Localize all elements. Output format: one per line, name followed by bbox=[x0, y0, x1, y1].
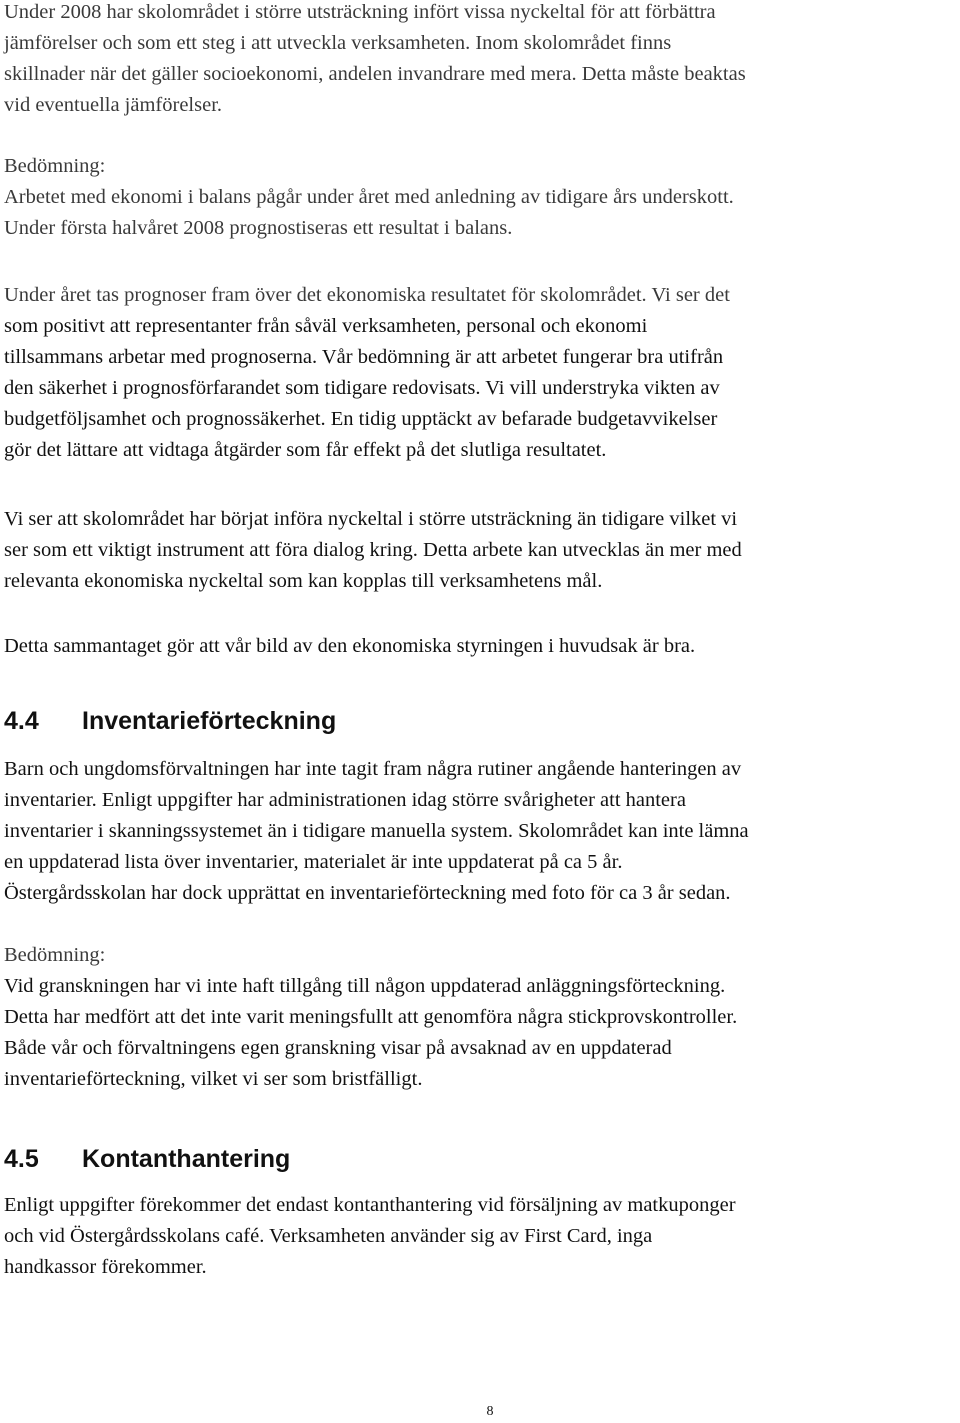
text-line: skillnader när det gäller socioekonomi, andelen invandrare med mera. Detta måste beaktas bbox=[4, 63, 746, 85]
text-line: Östergårdsskolan har dock upprättat en inventarieförteckning med foto för ca 3 år sedan. bbox=[4, 882, 731, 904]
text-line: jämförelser och som ett steg i att utveckla verksamheten. Inom skolområdet finns bbox=[4, 32, 672, 54]
text-line: den säkerhet i prognosförfarandet som tidigare redovisats. Vi vill understryka vikten av bbox=[4, 377, 720, 399]
section-title: Kontanthantering bbox=[82, 1145, 291, 1173]
intro-paragraph bbox=[4, 0, 956, 121]
assessment-label: Bedömning: bbox=[4, 944, 106, 966]
assessment-paragraph-inventory bbox=[4, 940, 956, 1095]
text-line: budgetföljsamhet och prognossäkerhet. En tidig upptäckt av befarade budgetavvikelser bbox=[4, 408, 718, 430]
text-line: Enligt uppgifter förekommer det endast kontanthantering vid försäljning av matkuponger bbox=[4, 1194, 736, 1216]
text-line: Detta har medfört att det inte varit meningsfullt att genomföra några stickprovskontroller. bbox=[4, 1006, 738, 1028]
prognosis-paragraph bbox=[4, 280, 956, 466]
assessment-paragraph-economy bbox=[4, 151, 956, 244]
text-line: ser som ett viktigt instrument att föra dialog kring. Detta arbete kan utvecklas än mer med bbox=[4, 539, 742, 561]
text-line: tillsammans arbetar med prognoserna. Vår bedömning är att arbetet fungerar bra utifrån bbox=[4, 346, 724, 368]
text-line: Arbetet med ekonomi i balans pågår under året med anledning av tidigare års underskott. bbox=[4, 186, 734, 208]
page-number: 8 bbox=[486, 1404, 494, 1419]
text-line: Vid granskningen har vi inte haft tillgång till någon uppdaterad anläggningsförteckning. bbox=[4, 975, 726, 997]
text-line: relevanta ekonomiska nyckeltal som kan kopplas till verksamhetens mål. bbox=[4, 570, 603, 592]
assessment-label: Bedömning: bbox=[4, 155, 106, 177]
text-line: inventarier. Enligt uppgifter har administrationen idag större svårigheter att hantera bbox=[4, 789, 686, 811]
text-line: Under 2008 har skolområdet i större utsträckning infört vissa nyckeltal för att förbättra bbox=[4, 1, 716, 23]
text-line: Detta sammantaget gör att vår bild av den ekonomiska styrningen i huvudsak är bra. bbox=[4, 635, 696, 657]
inventory-paragraph bbox=[4, 754, 956, 909]
text-line: gör det lättare att vidtaga åtgärder som får effekt på det slutliga resultatet. bbox=[4, 439, 607, 461]
text-line: Under första halvåret 2008 prognostiseras ett resultat i balans. bbox=[4, 217, 513, 239]
text-line: inventarier i skanningssystemet än i tidigare manuella system. Skolområdet kan inte lämna bbox=[4, 820, 749, 842]
text-line: och vid Östergårdsskolans café. Verksamheten använder sig av First Card, inga bbox=[4, 1225, 653, 1247]
summary-paragraph bbox=[4, 631, 956, 662]
section-heading-4-4 bbox=[4, 706, 336, 736]
section-title: Inventarieförteckning bbox=[82, 707, 337, 735]
text-line: en uppdaterad lista över inventarier, materialet är inte uppdaterat på ca 5 år. bbox=[4, 851, 623, 873]
section-heading-4-5 bbox=[4, 1144, 290, 1174]
text-line: Både vår och förvaltningens egen granskning visar på avsaknad av en uppdaterad bbox=[4, 1037, 672, 1059]
keyfigures-paragraph bbox=[4, 504, 956, 597]
text-line: Vi ser att skolområdet har börjat införa nyckeltal i större utsträckning än tidigare vilket vi bbox=[4, 508, 738, 530]
text-line: Barn och ungdomsförvaltningen har inte tagit fram några rutiner angående hanteringen av bbox=[4, 758, 742, 780]
section-number: 4.4 bbox=[4, 707, 39, 735]
text-line: handkassor förekommer. bbox=[4, 1256, 207, 1278]
cash-handling-paragraph bbox=[4, 1190, 956, 1283]
section-number: 4.5 bbox=[4, 1145, 39, 1173]
text-line: vid eventuella jämförelser. bbox=[4, 94, 223, 116]
text-line: Under året tas prognoser fram över det ekonomiska resultatet för skolområdet. Vi ser det bbox=[4, 284, 730, 306]
text-line: som positivt att representanter från såväl verksamheten, personal och ekonomi bbox=[4, 315, 648, 337]
text-line: inventarieförteckning, vilket vi ser som bristfälligt. bbox=[4, 1068, 423, 1090]
